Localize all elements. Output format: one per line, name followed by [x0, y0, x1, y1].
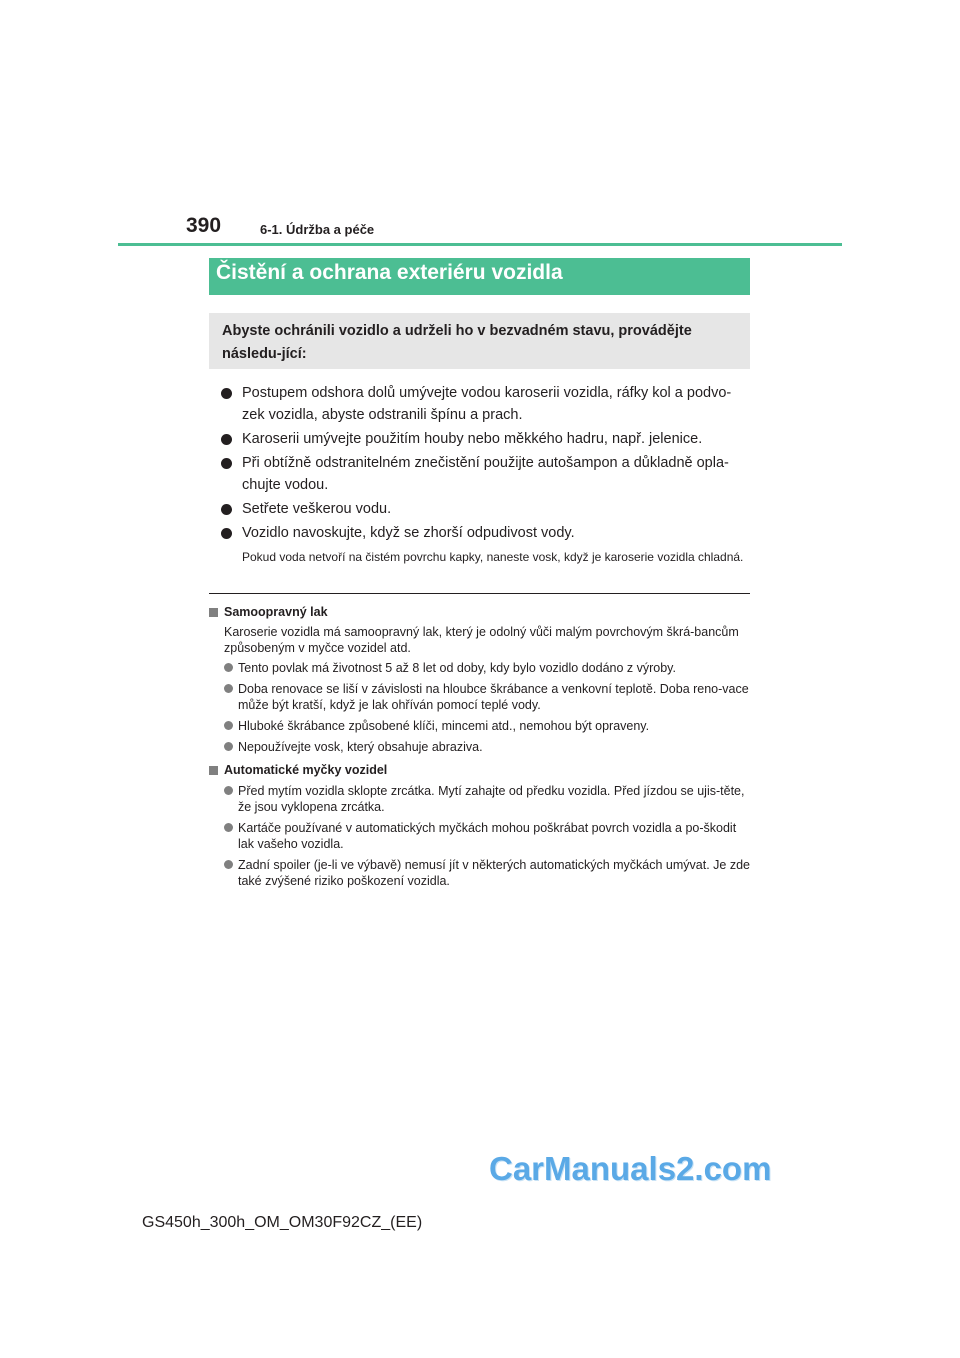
document-code: GS450h_300h_OM_OM30F92CZ_(EE): [142, 1214, 423, 1231]
section-car-wash: [209, 761, 750, 894]
list-item: [209, 820, 750, 852]
list-item: [209, 718, 750, 734]
sub-heading-text: Automatické myčky vozidel: [224, 763, 388, 777]
list-item: [221, 382, 751, 426]
page-title: Čistění a ochrana exteriéru vozidla: [209, 258, 750, 295]
bullet-icon: [221, 434, 232, 445]
header-rule: [118, 243, 842, 246]
bullet-icon: [221, 388, 232, 399]
list-item: [221, 522, 751, 544]
sub-list: [209, 660, 750, 755]
list-item-text: Postupem odshora dolů umývejte vodou karoserii vozidla, ráfky kol a podvo-zek vozidla, abyste odstranili špínu a prach.: [242, 385, 732, 423]
list-item: [209, 660, 750, 676]
page-number: 390: [186, 214, 222, 237]
list-item-text: Kartáče používané v automatických myčkách mohou poškrábat povrch vozidla a po-škodit lak vašeho vozidla.: [238, 821, 737, 851]
sub-list: [209, 783, 750, 889]
bullet-icon: [224, 823, 233, 832]
list-item: [221, 498, 751, 520]
sub-heading-text: Samoopravný lak: [224, 605, 328, 619]
list-item: [209, 783, 750, 815]
square-bullet-icon: [209, 608, 218, 617]
main-list: [221, 382, 751, 546]
list-item-text: Tento povlak má životnost 5 až 8 let od doby, kdy bylo vozidlo dodáno z výroby.: [238, 661, 676, 675]
section-divider: [209, 593, 750, 594]
watermark-logo: CarManuals2.com: [489, 1150, 772, 1187]
sub-description: Karoserie vozidla má samoopravný lak, který je odolný vůči malým povrchovým škrá-bancům způsobeným v myčce vozidel atd.: [224, 625, 739, 655]
bullet-icon: [224, 684, 233, 693]
list-item-text: Hluboké škrábance způsobené klíči, mincemi atd., nemohou být opraveny.: [238, 719, 650, 733]
bullet-icon: [221, 528, 232, 539]
bullet-icon: [224, 742, 233, 751]
list-item: [209, 739, 750, 755]
list-item-text: Karoserii umývejte použitím houby nebo měkkého hadru, např. jelenice.: [242, 431, 703, 447]
list-item-text: Při obtížně odstranitelném znečistění použijte autošampon a důkladně opla-chujte vodou.: [242, 455, 729, 493]
list-item-text: Doba renovace se liší v závislosti na hloubce škrábance a venkovní teplotě. Doba reno-vace může být kratší, když je lak ohříván pomocí teplé vody.: [238, 682, 749, 712]
bullet-icon: [224, 860, 233, 869]
bullet-icon: [224, 663, 233, 672]
list-item: [209, 857, 750, 889]
intro-box: Abyste ochránili vozidlo a udrželi ho v bezvadném stavu, provádějte následu-jící:: [209, 313, 750, 369]
list-item-text: Setřete veškerou vodu.: [242, 501, 392, 517]
bullet-icon: [224, 786, 233, 795]
section-self-healing-paint: [209, 603, 750, 760]
sub-heading: [209, 761, 750, 779]
section-label: 6-1. Údržba a péče: [260, 222, 375, 237]
list-item-text: Zadní spoiler (je-li ve výbavě) nemusí jít v některých automatických myčkách umývat. Je zde také zvýšené riziko poškození vozidla.: [238, 858, 750, 888]
list-item-text: Nepoužívejte vosk, který obsahuje abraziva.: [238, 740, 483, 754]
bullet-icon: [224, 721, 233, 730]
list-item: [209, 681, 750, 713]
bullet-icon: [221, 504, 232, 515]
sub-heading: [209, 603, 750, 621]
wax-note: Pokud voda netvoří na čistém povrchu kapky, naneste vosk, když je karoserie vozidla chladná.: [242, 550, 744, 564]
list-item-text: Před mytím vozidla sklopte zrcátka. Mytí zahajte od předku vozidla. Před jízdou se ujis-těte, že jsou vyklopena zrcátka.: [238, 784, 745, 814]
bullet-icon: [221, 458, 232, 469]
list-item: [221, 452, 751, 496]
list-item-text: Vozidlo navoskujte, když se zhorší odpudivost vody.: [242, 525, 575, 541]
square-bullet-icon: [209, 766, 218, 775]
list-item: [221, 428, 751, 450]
